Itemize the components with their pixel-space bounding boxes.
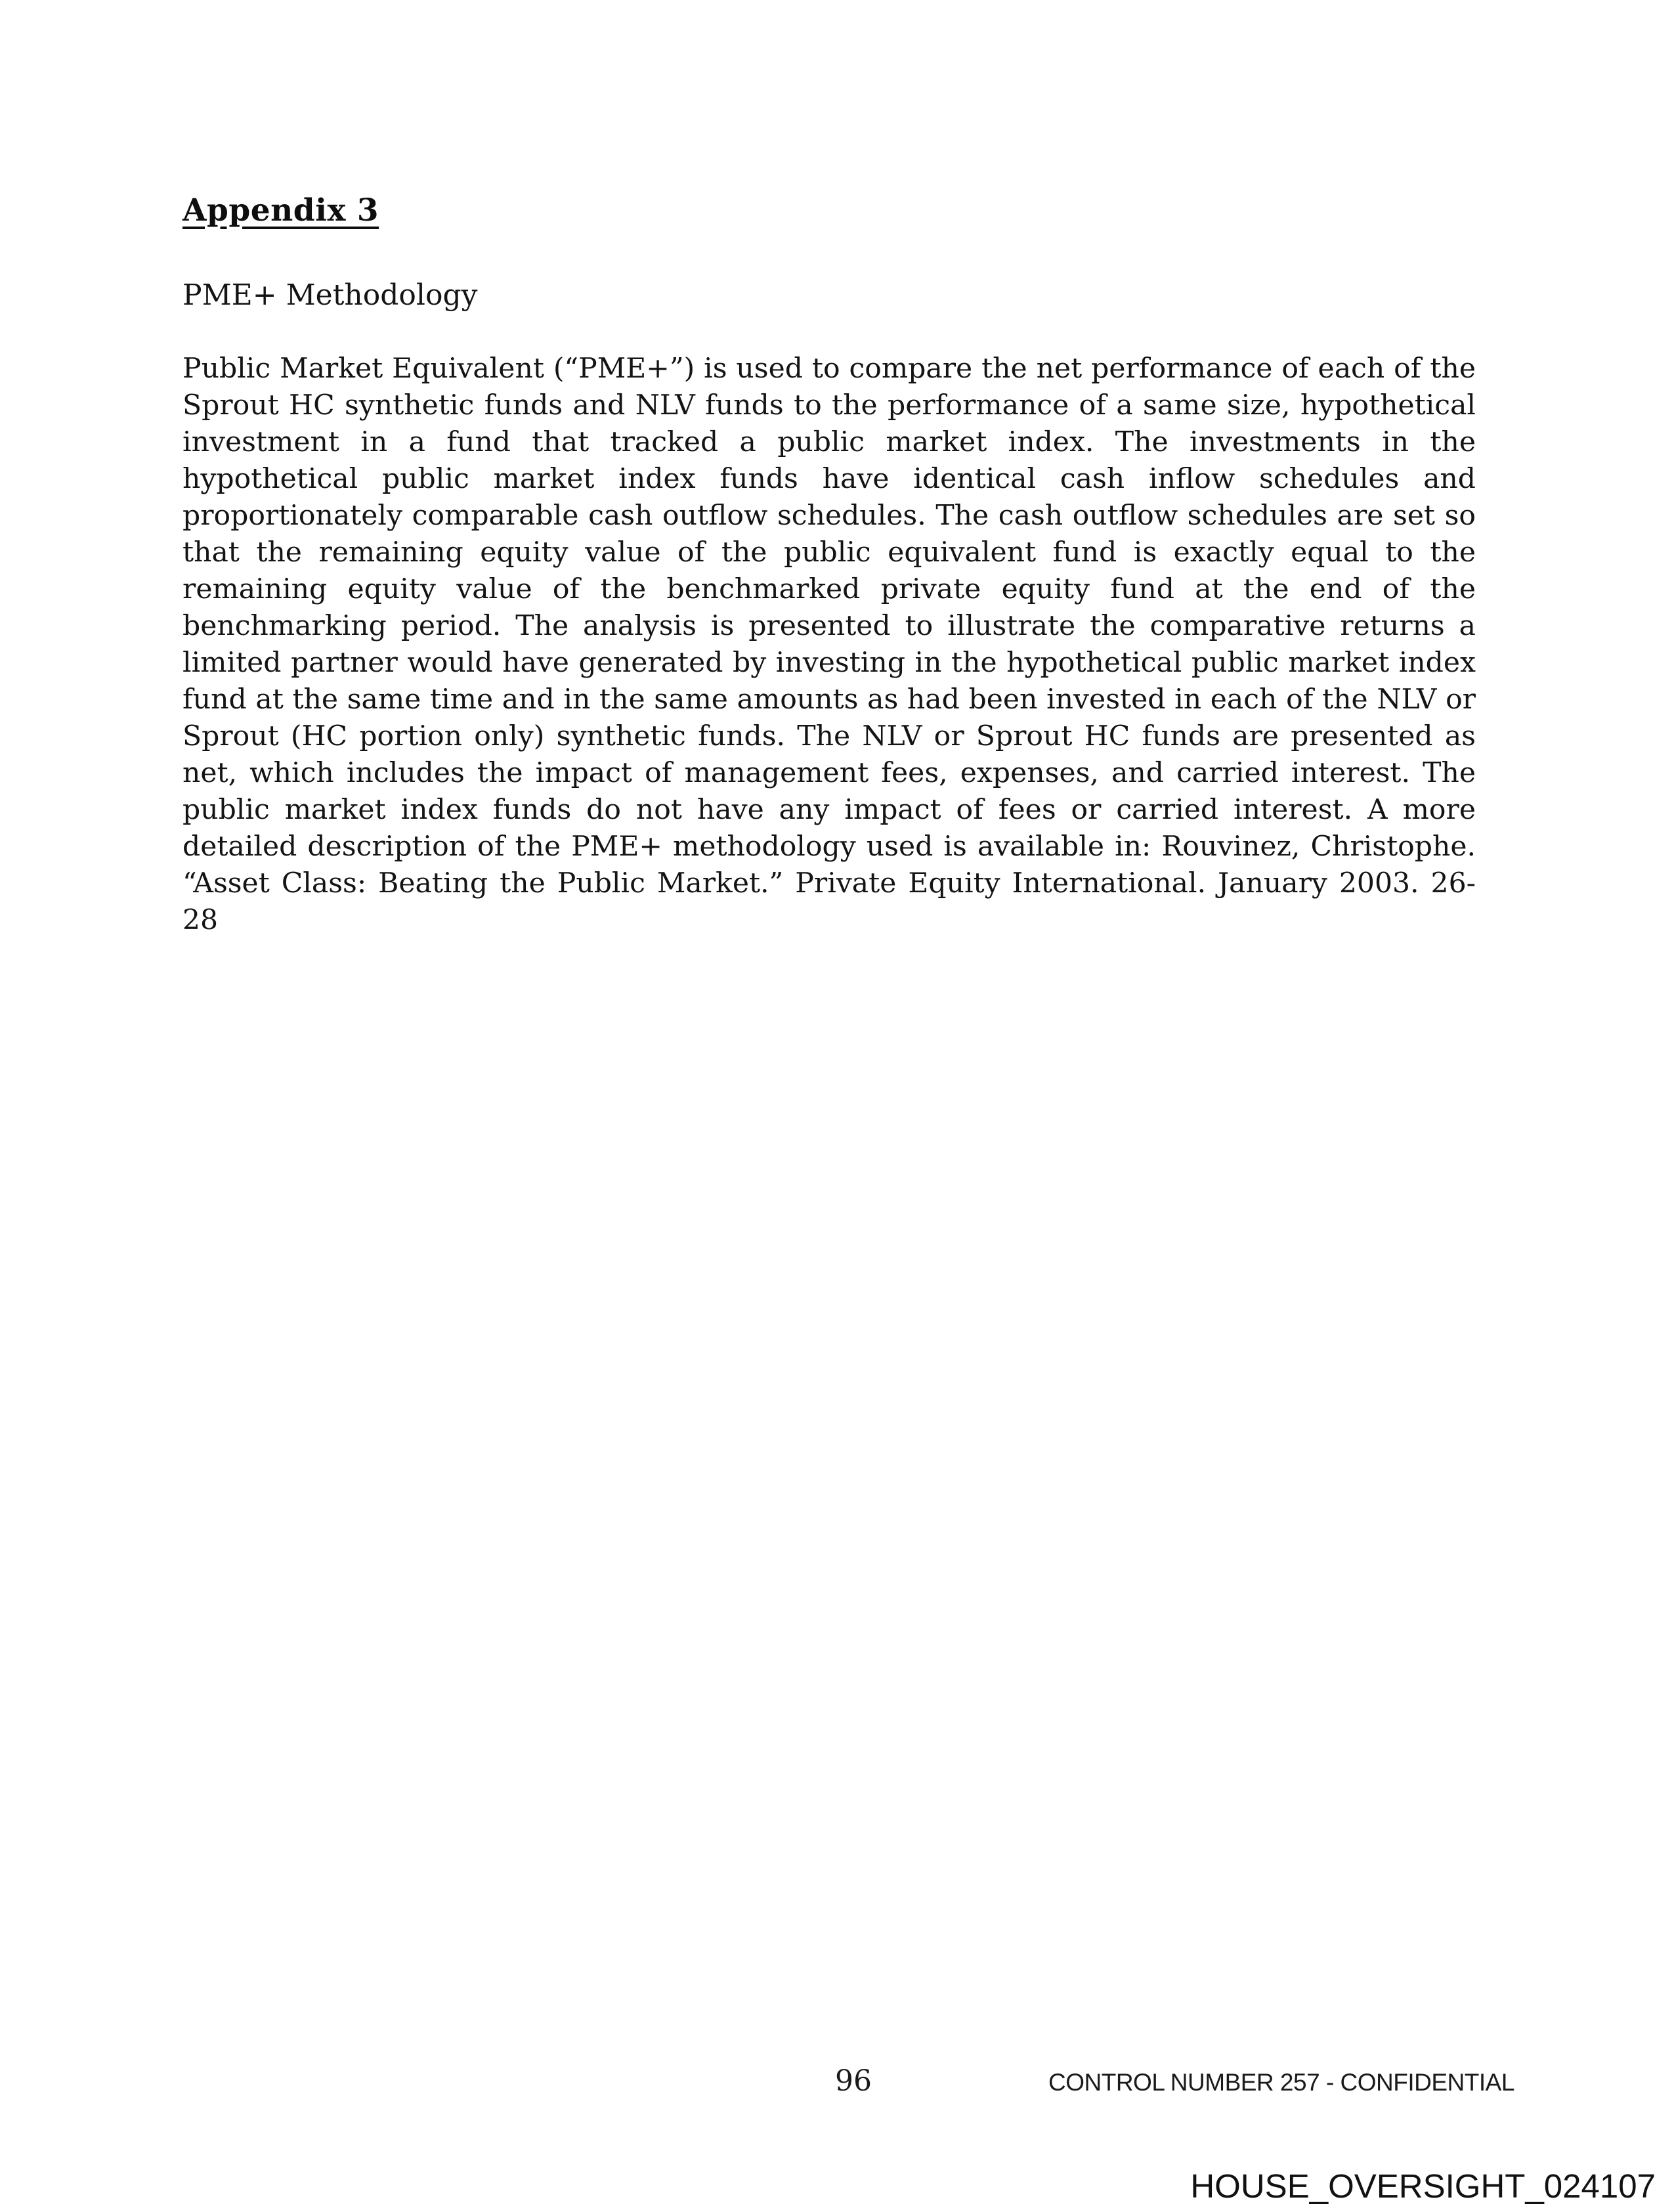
appendix-heading: Appendix 3 [182,192,379,228]
section-subtitle: PME+ Methodology [182,278,478,312]
page-number: 96 [835,2064,872,2098]
control-number-label: CONTROL NUMBER 257 - CONFIDENTIAL [1048,2069,1514,2096]
bates-stamp: HOUSE_OVERSIGHT_024107 [1190,2167,1656,2205]
body-paragraph: Public Market Equivalent (“PME+”) is used to compare the net performance of each of the Sprout HC synthetic funds and NLV funds to the performance of a same size, hypothetical investment in a fund that tracked a public market index. The investments in the hypothetical public market index funds have identical cash inflow schedules and proportionately comparable cash outflow schedules. The cash outflow schedules are set so that the remaining equity value of the public equivalent fund is exactly equal to the remaining equity value of the benchmarked private equity fund at the end of the benchmarking period. The analysis is presented to illustrate the comparative returns a limited partner would have generated by investing in the hypothetical public market index fund at the same time and in the same amounts as had been invested in each of the NLV or Sprout (HC portion only) synthetic funds. The NLV or Sprout HC funds are presented as net, which includes the impact of management fees, expenses, and carried interest. The public market index funds do not have any impact of fees or carried interest. A more detailed description of the PME+ methodology used is available in: Rouvinez, Christophe. “Asset Class: Beating the Public Market.” Private Equity International. January 2003. 26-28 [182,353,1476,936]
